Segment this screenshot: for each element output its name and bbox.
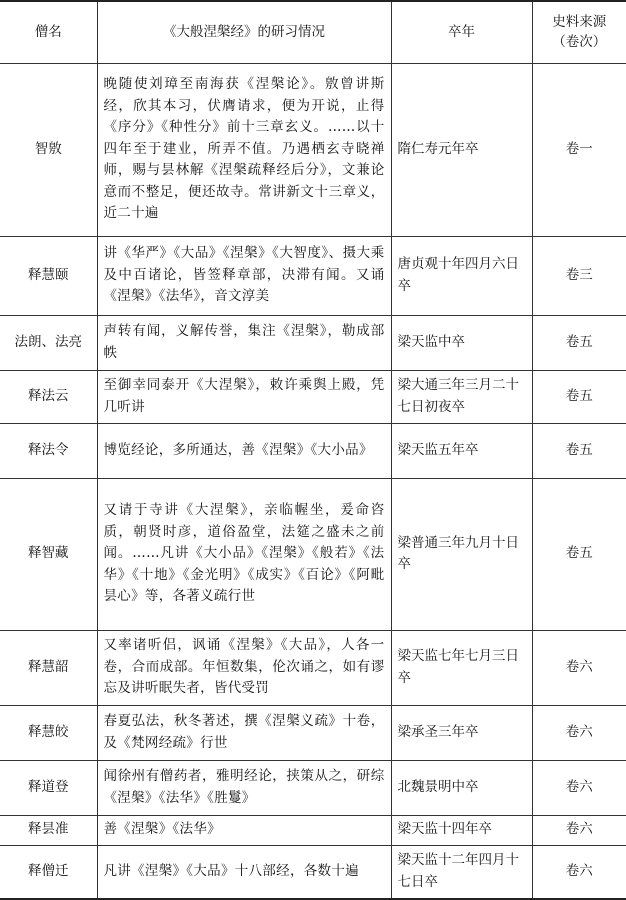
table-row bbox=[0, 370, 626, 423]
death-year: 梁天监五年卒 bbox=[391, 423, 532, 478]
sutra-study: 又率诸听侣，讽诵《涅槃》《大品》，人各一卷，合而成部。年恒数集，伦次诵之，如有谬忘及讲听眠失者，皆代受罚 bbox=[97, 630, 391, 705]
monk-name: 释慧韶 bbox=[0, 630, 97, 705]
monk-name: 法朗、法亮 bbox=[0, 315, 97, 370]
death-year: 梁天监十二年四月十七日卒 bbox=[391, 845, 532, 899]
source-volume: 卷六 bbox=[532, 630, 626, 705]
header-source-line2: （卷次） bbox=[552, 34, 607, 51]
source-volume: 卷一 bbox=[532, 63, 626, 236]
sutra-study: 凡讲《涅槃》《大品》十八部经，各数十遍 bbox=[97, 845, 391, 899]
sutra-study: 闻徐州有僧药者，雅明经论，挟策从之，研综《涅槃》《法华》《胜鬘》 bbox=[97, 760, 391, 815]
death-year: 唐贞观十年四月六日卒 bbox=[391, 236, 532, 315]
table-row bbox=[0, 845, 626, 899]
death-year: 梁普通三年九月十日卒 bbox=[391, 478, 532, 630]
header-sutra-study: 《大般涅槃经》的研习情况 bbox=[97, 1, 391, 63]
source-volume: 卷五 bbox=[532, 478, 626, 630]
monk-name: 释慧皎 bbox=[0, 705, 97, 760]
header-death-year: 卒年 bbox=[391, 1, 532, 63]
source-volume: 卷六 bbox=[532, 760, 626, 815]
sutra-study: 又请于寺讲《大涅槃》，亲临幄坐，爰命咨质，朝贤时彦，道俗盈堂，法筵之盛未之前闻。……凡讲《大小品》《涅槃》《般若》《法华》《十地》《金光明》《成实》《百论》《阿毗昙心》等，各著义疏行世 bbox=[97, 478, 391, 630]
sutra-study: 春夏弘法，秋冬著述，撰《涅槃义疏》十卷，及《梵网经疏》行世 bbox=[97, 705, 391, 760]
monk-name: 释道登 bbox=[0, 760, 97, 815]
source-volume: 卷六 bbox=[532, 845, 626, 899]
death-year: 梁大通三年三月二十七日初夜卒 bbox=[391, 370, 532, 423]
monk-name: 释法云 bbox=[0, 370, 97, 423]
table-row bbox=[0, 815, 626, 845]
table-header-row bbox=[0, 1, 626, 63]
table-row bbox=[0, 63, 626, 236]
death-year: 梁承圣三年卒 bbox=[391, 705, 532, 760]
header-source bbox=[532, 1, 626, 63]
source-volume: 卷六 bbox=[532, 815, 626, 845]
header-monk-name: 僧名 bbox=[0, 1, 97, 63]
table-row bbox=[0, 423, 626, 478]
monk-name: 释昙准 bbox=[0, 815, 97, 845]
sutra-study: 博览经论，多所通达，善《涅槃》《大小品》 bbox=[97, 423, 391, 478]
source-volume: 卷六 bbox=[532, 705, 626, 760]
monk-name: 释僧迁 bbox=[0, 845, 97, 899]
death-year: 北魏景明中卒 bbox=[391, 760, 532, 815]
monk-name: 释慧颐 bbox=[0, 236, 97, 315]
monk-name: 释法令 bbox=[0, 423, 97, 478]
sutra-study: 声转有闻，义解传誉，集注《涅槃》，勒成部帙 bbox=[97, 315, 391, 370]
sutra-study: 至御幸同泰开《大涅槃》，敕许乘舆上殿，凭几听讲 bbox=[97, 370, 391, 423]
death-year: 隋仁寿元年卒 bbox=[391, 63, 532, 236]
source-volume: 卷五 bbox=[532, 423, 626, 478]
source-volume: 卷五 bbox=[532, 370, 626, 423]
header-source-line1: 史料来源 bbox=[552, 14, 607, 31]
source-volume: 卷三 bbox=[532, 236, 626, 315]
monk-name: 释智藏 bbox=[0, 478, 97, 630]
death-year: 梁天监中卒 bbox=[391, 315, 532, 370]
table-row bbox=[0, 478, 626, 630]
table-row bbox=[0, 705, 626, 760]
source-volume: 卷五 bbox=[532, 315, 626, 370]
death-year: 梁天监十四年卒 bbox=[391, 815, 532, 845]
table-row bbox=[0, 630, 626, 705]
table-row bbox=[0, 760, 626, 815]
monk-name: 智敫 bbox=[0, 63, 97, 236]
death-year: 梁天监七年七月三日卒 bbox=[391, 630, 532, 705]
sutra-study: 讲《华严》《大品》《涅槃》《大智度》、摄大乘及中百诸论，皆签释章部，决滞有闻。又诵《涅槃》《法华》，音文淳美 bbox=[97, 236, 391, 315]
table-row bbox=[0, 315, 626, 370]
sutra-study: 晚随使刘璋至南海获《涅槃论》。敫曾讲斯经，欣其本习，伏膺请求，便为开说，止得《序分》《种性分》前十三章玄义。……以十四年至于建业，所弄不值。乃遇栖玄寺晓禅师，赐与昙林解《涅槃疏释经后分》，文兼论意而不整足，便还故寺。常讲新文十三章义，近二十遍 bbox=[97, 63, 391, 236]
table-row bbox=[0, 236, 626, 315]
sutra-study: 善《涅槃》《法华》 bbox=[97, 815, 391, 845]
